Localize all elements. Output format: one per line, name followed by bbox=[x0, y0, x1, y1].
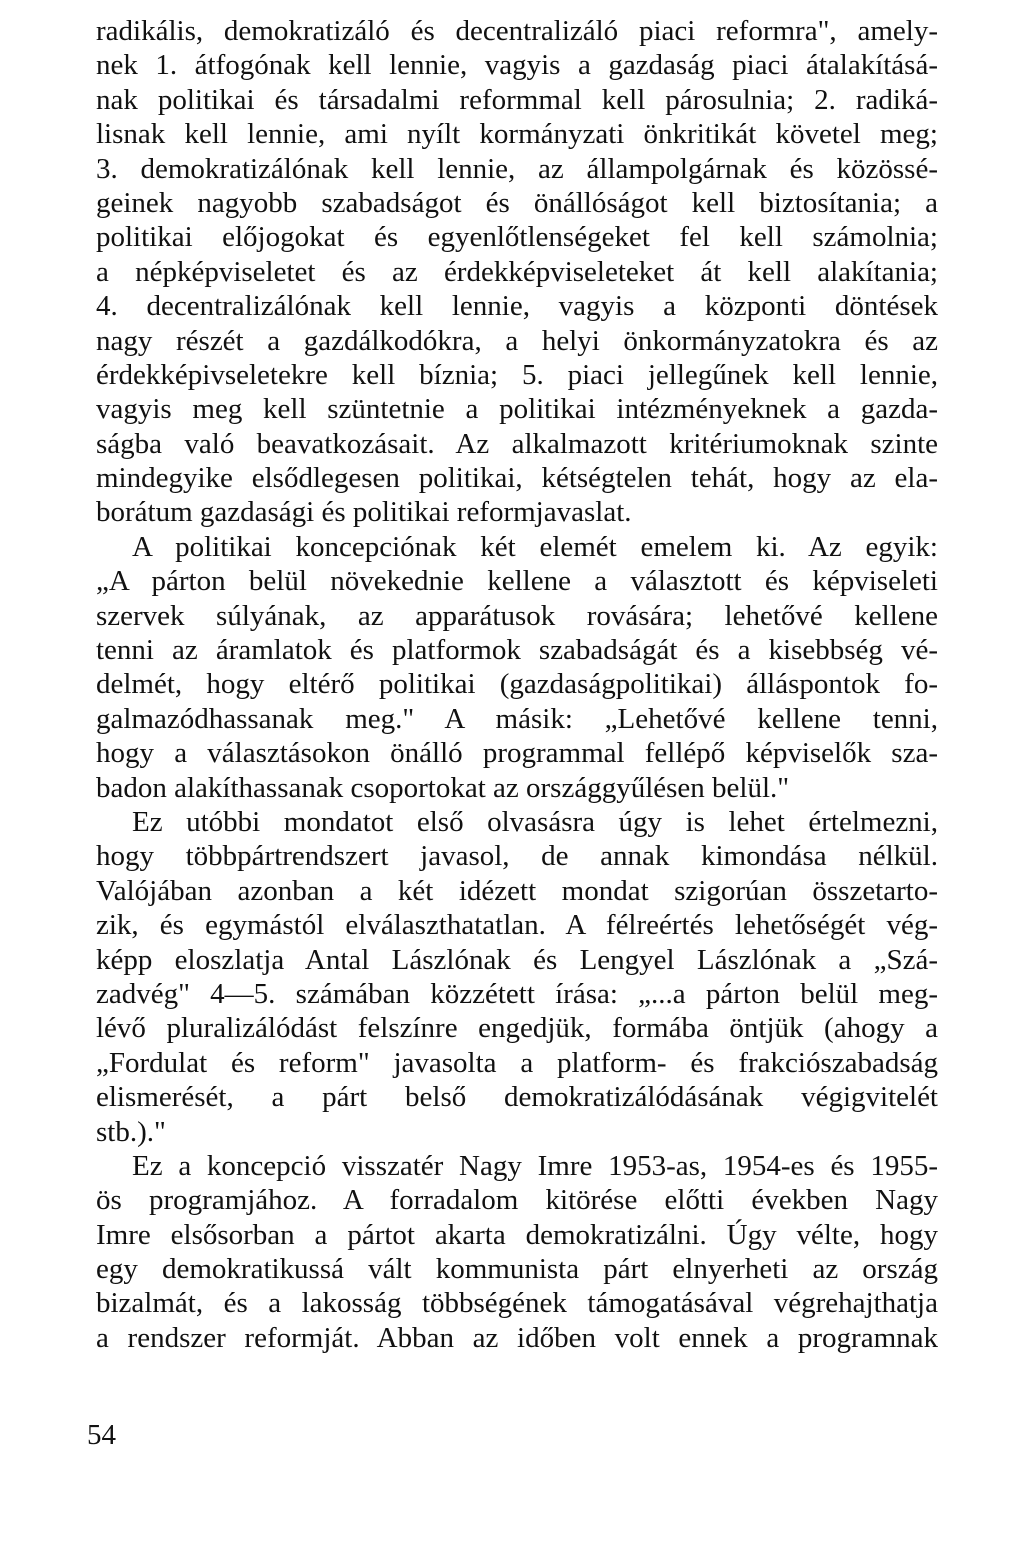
text-line: érdekképivseletekre kell bíznia; 5. piaci jellegűnek kell lennie, bbox=[96, 358, 938, 391]
text-line: képp eloszlatja Antal Lászlónak és Lengyel Lászlónak a „Szá- bbox=[96, 943, 938, 976]
paragraph bbox=[96, 530, 938, 805]
text-line: lisnak kell lennie, ami nyílt kormányzati önkritikát követel meg; bbox=[96, 118, 938, 151]
text-line: a rendszer reformját. Abban az időben volt ennek a programnak bbox=[96, 1321, 938, 1354]
text-line: egy demokratikussá vált kommunista párt elnyerheti az ország bbox=[96, 1253, 938, 1286]
text-line: „A párton belül növekednie kellene a választott és képviseleti bbox=[96, 565, 938, 598]
text-line: stb.)." bbox=[96, 1115, 166, 1148]
text-line: elismerését, a párt belső demokratizálódásának végigvitelét bbox=[96, 1081, 938, 1114]
text-line: nak politikai és társadalmi reformmal kell párosulnia; 2. radiká- bbox=[96, 83, 938, 116]
text-line: nagy részét a gazdálkodókra, a helyi önkormányzatokra és az bbox=[96, 324, 938, 357]
text-line: ságba való beavatkozásait. Az alkalmazott kritériumoknak szinte bbox=[96, 427, 938, 460]
text-line: Valójában azonban a két idézett mondat szigorúan összetarto- bbox=[96, 874, 938, 907]
text-line: tenni az áramlatok és platformok szabadságát és a kisebbség vé- bbox=[96, 634, 938, 667]
text-line: delmét, hogy eltérő politikai (gazdaságpolitikai) álláspontok fo- bbox=[96, 668, 938, 701]
text-line: galmazódhassanak meg." A másik: „Lehetővé kellene tenni, bbox=[96, 702, 938, 735]
text-line: lévő pluralizálódást felszínre engedjük, formába öntjük (ahogy a bbox=[96, 1012, 938, 1045]
text-line: vagyis meg kell szüntetnie a politikai intézményeknek a gazda- bbox=[96, 393, 938, 426]
text-line: „Fordulat és reform" javasolta a platform- és frakciószabadság bbox=[96, 1046, 938, 1079]
page-body bbox=[96, 14, 938, 1355]
text-line: hogy többpártrendszert javasol, de annak kimondása nélkül. bbox=[96, 840, 938, 873]
text-line: bizalmát, és a lakosság többségének támogatásával végrehajthatja bbox=[96, 1287, 938, 1320]
text-line: 3. demokratizálónak kell lennie, az állampolgárnak és közössé- bbox=[96, 152, 938, 185]
text-line: zadvég" 4—5. számában közzétett írása: „...a párton belül meg- bbox=[96, 977, 938, 1010]
text-line: 4. decentralizálónak kell lennie, vagyis a központi döntések bbox=[96, 290, 938, 323]
text-line: A politikai koncepciónak két elemét emelem ki. Az egyik: bbox=[132, 530, 938, 563]
text-line: Imre elsősorban a pártot akarta demokratizálni. Úgy vélte, hogy bbox=[96, 1218, 938, 1251]
paragraph bbox=[96, 14, 938, 530]
text-line: politikai előjogokat és egyenlőtlenségeket fel kell számolnia; bbox=[96, 221, 938, 254]
paragraph bbox=[96, 1149, 938, 1355]
text-line: szervek súlyának, az apparátusok rovására; lehetővé kellene bbox=[96, 599, 938, 632]
text-line: badon alakíthassanak csoportokat az országgyűlésen belül." bbox=[96, 771, 790, 804]
text-line: a népképviseletet és az érdekképviseleteket át kell alakítania; bbox=[96, 255, 938, 288]
text-line: Ez a koncepció visszatér Nagy Imre 1953-as, 1954-es és 1955- bbox=[132, 1149, 938, 1182]
text-line: geinek nagyobb szabadságot és önállóságot kell biztosítania; a bbox=[96, 186, 938, 219]
text-line: ös programjához. A forradalom kitörése előtti években Nagy bbox=[96, 1184, 938, 1217]
text-line: borátum gazdasági és politikai reformjavaslat. bbox=[96, 496, 632, 529]
text-line: nek 1. átfogónak kell lennie, vagyis a gazdaság piaci átalakításá- bbox=[96, 49, 938, 82]
text-line: mindegyike elsődlegesen politikai, kétségtelen tehát, hogy az ela- bbox=[96, 462, 938, 495]
paragraph bbox=[96, 805, 938, 1149]
text-line: zik, és egymástól elválaszthatatlan. A félreértés lehetőségét vég- bbox=[96, 909, 938, 942]
text-line: hogy a választásokon önálló programmal fellépő képviselők sza- bbox=[96, 737, 938, 770]
page-number: 54 bbox=[87, 1419, 116, 1451]
text-line: radikális, demokratizáló és decentralizáló piaci reformra", amely- bbox=[96, 15, 938, 47]
text-line: Ez utóbbi mondatot első olvasásra úgy is lehet értelmezni, bbox=[132, 805, 938, 838]
